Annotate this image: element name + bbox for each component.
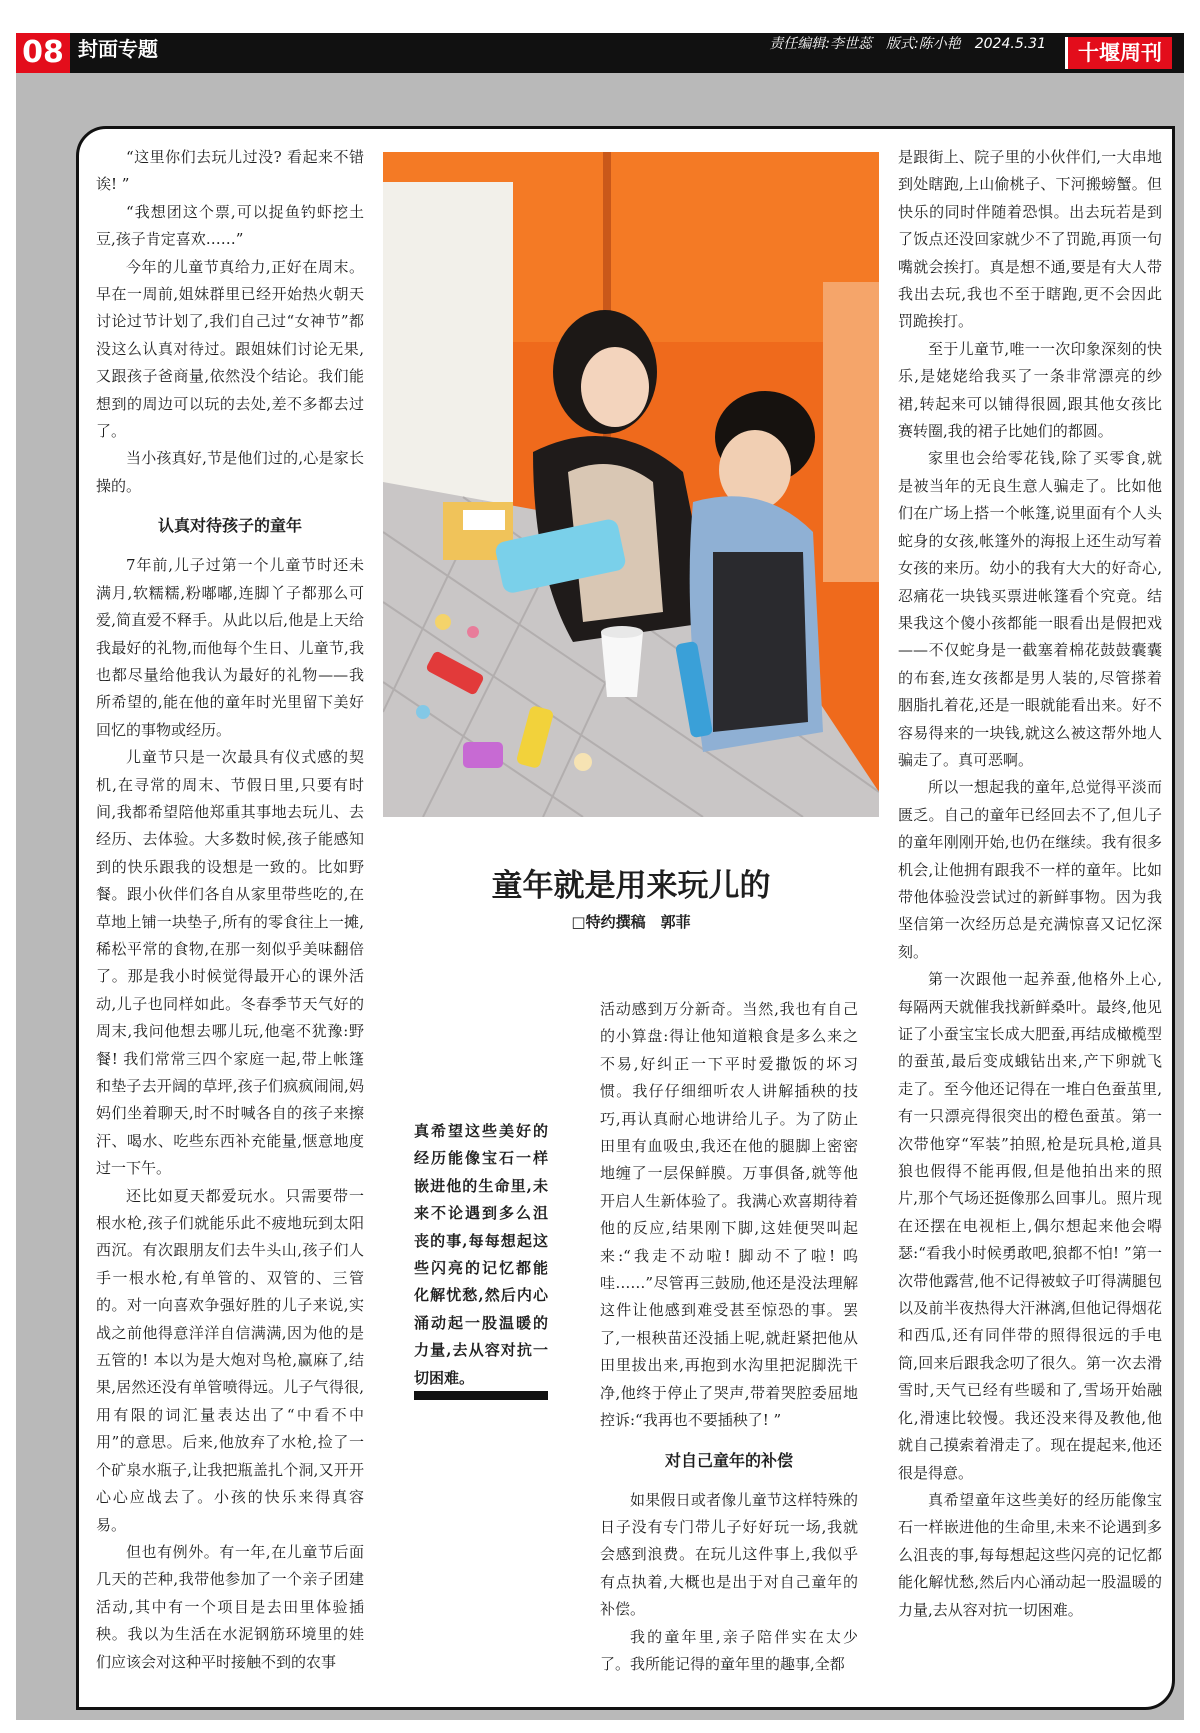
article-paragraph: 是跟街上、院子里的小伙伴们,一大串地到处瞎跑,上山偷桃子、下河搬螃蟹。但快乐的同时伴随着恐惧。出去玩若是到了饭点还没回家就少不了罚跪,再顶一句嘴就会挨打。真是想不通,要是有大人带我出去玩,我也不至于瞎跑,更不会因此罚跪挨打。 — [898, 148, 1162, 331]
article-paragraph: 当小孩真好,节是他们过的,心是家长操的。 — [96, 449, 364, 495]
article-paragraph: 所以一想起我的童年,总觉得平淡而匮乏。自己的童年已经回去不了,但儿子的童年刚刚开始,也仍在继续。我有很多机会,让他拥有跟我不一样的童年。比如带他体验没尝试过的新鲜事物。因为我坚信第一次经历总是充满惊喜又记忆深刻。 — [898, 778, 1162, 961]
article-byline: □特约撰稿 郭菲 — [571, 913, 691, 931]
article-title: 童年就是用来玩儿的 — [491, 868, 771, 904]
article-paragraph: 7年前,儿子过第一个儿童节时还未满月,软糯糯,粉嘟嘟,连脚丫子都那么可爱,简直爱不释手。从此以后,他是上天给我最好的礼物,而他每个生日、儿童节,我也都尽量给他我认为最好的礼物——我所希望的,能在他的童年时光里留下美好回忆的事物或经历。 — [96, 556, 364, 739]
article-column-3 — [600, 996, 858, 1704]
article-column-4 — [898, 144, 1162, 1704]
article-paragraph: 如果假日或者像儿童节这样特殊的日子没有专门带儿子好好玩一场,我就会感到浪费。在玩儿这件事上,我似乎有点执着,大概也是出于对自己童年的补偿。 — [600, 1490, 858, 1619]
section-heading: 对自己童年的补偿 — [664, 1450, 793, 1470]
photo-mother-and-child-crafting-icon — [383, 152, 879, 817]
page-number: 08 — [16, 33, 70, 73]
article-column-1 — [96, 144, 364, 1704]
section-heading: 认真对待孩子的童年 — [157, 516, 302, 536]
article-paragraph: 我的童年里,亲子陪伴实在太少了。我所能记得的童年里的趣事,全都 — [600, 1627, 858, 1673]
article-paragraph: 还比如夏天都爱玩水。只需要带一根水枪,孩子们就能乐此不疲地玩到太阳西沉。有次跟朋友们去牛头山,孩子们人手一根水枪,有单管的、双管的、三管的。对一向喜欢争强好胜的儿子来说,实战之前他得意洋洋自信满满,因为他的是五管的! 本以为是大炮对鸟枪,赢麻了,结果,居然还没有单管喷得远。儿子气得很,用有限的词汇量表达出了“中看不中用”的意思。后来,他放弃了水枪,捡了一个矿泉水瓶子,让我把瓶盖扎个洞,又开开心心应战去了。小孩的快乐来得真容易。 — [96, 1186, 364, 1534]
article-paragraph: “我想团这个票,可以捉鱼钓虾挖土豆,孩子肯定喜欢……” — [96, 202, 364, 249]
publication-logo: 十堰周刊 — [1065, 37, 1172, 69]
article-paragraph: “这里你们去玩儿过没? 看起来不错诶! ” — [96, 148, 364, 194]
article-photo — [383, 152, 879, 817]
article-paragraph: 今年的儿童节真给力,正好在周末。早在一周前,姐妹群里已经开始热火朝天讨论过节计划了,我们自己过“女神节”都没这么认真对待过。跟姐妹们讨论无果,又跟孩子爸商量,依然没个结论。我们能想到的周边可以玩的去处,差不多都去过了。 — [96, 257, 364, 441]
article-paragraph: 第一次跟他一起养蚕,他格外上心,每隔两天就催我找新鲜桑叶。最终,他见证了小蚕宝宝长成大肥蚕,再结成橄榄型的蚕茧,最后变成蛾钻出来,产下卵就飞走了。至今他还记得在一堆白色蚕茧里,有一只漂亮得很突出的橙色蚕茧。第一次带他穿“军装”拍照,枪是玩具枪,道具狼也假得不能再假,但是他拍出来的照片,那个气场还挺像那么回事儿。照片现在还摆在电视柜上,偶尔想起来他会嘚瑟:“看我小时候勇敢吧,狼都不怕! ”第一次带他露营,他不记得被蚊子叮得满腿包以及前半夜热得大汗淋漓,但他记得烟花和西瓜,还有同伴带的照得很远的手电筒,回来后跟我念叨了很久。第一次去滑雪时,天气已经有些暖和了,雪场开始融化,滑速比较慢。我还没来得及教他,他就自己摸索着滑走了。现在提起来,他还很是得意。 — [898, 970, 1162, 1482]
article-paragraph: 儿童节只是一次最具有仪式感的契机,在寻常的周末、节假日里,只要有时间,我都希望陪他郑重其事地去玩儿、去经历、去体验。大多数时候,孩子能感知到的快乐跟我的设想是一致的。比如野餐。跟小伙伴们各自从家里带些吃的,在草地上铺一块垫子,所有的零食往上一摊,稀松平常的食物,在那一刻似乎美味翻倍了。那是我小时候觉得最开心的课外活动,儿子也同样如此。冬春季节天气好的周末,我问他想去哪儿玩,他毫不犹豫:野餐! 我们常常三四个家庭一起,带上帐篷和垫子去开阔的草坪,孩子们疯疯闹闹,妈妈们坐着聊天,时不时喊各自的孩子来擦汗、喝水、吃些东西补充能量,惬意地度过一下午。 — [96, 748, 364, 1178]
article-paragraph: 活动感到万分新奇。当然,我也有自己的小算盘:得让他知道粮食是多么来之不易,好纠正一下平时爱撒饭的坏习惯。我仔仔细细听农人讲解插秧的技巧,再认真耐心地讲给儿子。为了防止田里有血吸虫,我还在他的腿脚上密密地缠了一层保鲜膜。万事俱备,就等他开启人生新体验了。我满心欢喜期待着他的反应,结果刚下脚,这娃便哭叫起来:“我走不动啦! 脚动不了啦! 呜哇……”尽管再三鼓励,他还是没法理解这件让他感到难受甚至惊恐的事。罢了,一根秧苗还没插上呢,就赶紧把他从田里拔出来,再抱到水沟里把泥脚洗干净,他终于停止了哭声,带着哭腔委屈地控诉:“我再也不要插秧了! ” — [600, 1000, 858, 1430]
section-title: 封面专题 — [78, 37, 158, 61]
article-paragraph: 至于儿童节,唯一一次印象深刻的快乐,是姥姥给我买了一条非常漂亮的纱裙,转起来可以铺得很圆,跟其他女孩比赛转圈,我的裙子比她们的都圆。 — [898, 339, 1162, 441]
pull-quote-rule — [414, 1391, 548, 1400]
editor-credits: 责任编辑:李世蕊 版式:陈小艳 2024.5.31 — [769, 36, 1046, 52]
article-paragraph: 但也有例外。有一年,在儿童节后面几天的芒种,我带他参加了一个亲子团建活动,其中有一个项目是去田里体验插秧。我以为生活在水泥钢筋环境里的娃们应该会对这种平时接触不到的农事 — [96, 1542, 364, 1671]
masthead — [16, 33, 1184, 73]
pull-quote: 真希望这些美好的经历能像宝石一样嵌进他的生命里,未来不论遇到多么沮丧的事,每每想起这些闪亮的记忆都能化解忧愁,然后内心涌动起一股温暖的力量,去从容对抗一切困难。 — [414, 1122, 548, 1387]
article-paragraph: 家里也会给零花钱,除了买零食,就是被当年的无良生意人骗走了。比如他们在广场上搭一个帐篷,说里面有个人头蛇身的女孩,帐篷外的海报上还生动写着女孩的来历。幼小的我有大大的好奇心,忍痛花一块钱买票进帐篷看个究竟。结果我这个傻小孩都能一眼看出是假把戏——不仅蛇身是一截塞着棉花鼓鼓囊囊的布套,连女孩都是男人装的,尽管搽着胭脂扎着花,还是一眼就能看出来。好不容易得来的一块钱,就这么被这帮外地人骗走了。真可恶啊。 — [898, 449, 1162, 769]
article-paragraph: 真希望童年这些美好的经历能像宝石一样嵌进他的生命里,未来不论遇到多么沮丧的事,每每想起这些闪亮的记忆都能化解忧愁,然后内心涌动起一股温暖的力量,去从容对抗一切困难。 — [898, 1490, 1162, 1619]
